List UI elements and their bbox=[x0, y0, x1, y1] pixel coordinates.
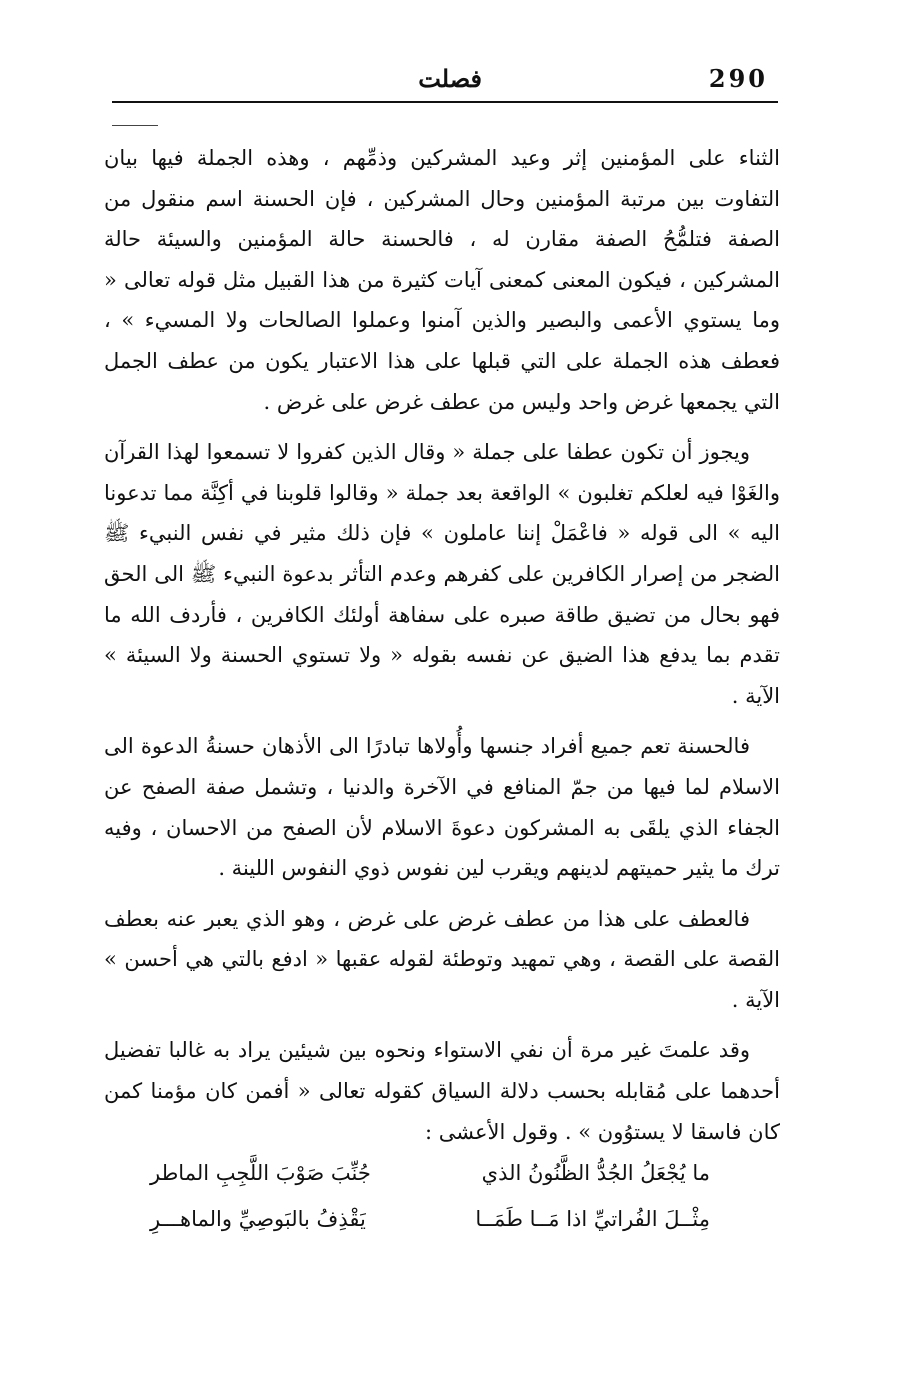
page-number: 290 bbox=[708, 64, 768, 93]
header-rule bbox=[112, 101, 778, 103]
page-header bbox=[112, 58, 778, 102]
short-rule bbox=[112, 125, 158, 126]
paragraph-5: وقد علمتَ غير مرة أن نفي الاستواء ونحوه بين شيئين يراد به غالبا تفضيل أحدهما على مُقابله بحسب دلالة السياق كقوله تعالى « أفمن كان مؤمنا كمن كان فاسقا لا يستوُون » . وقول الأعشى : bbox=[104, 1038, 780, 1144]
verse-line-2 bbox=[150, 1196, 710, 1242]
running-title: فصلت bbox=[418, 64, 482, 93]
paragraph-2: ويجوز أن تكون عطفا على جملة « وقال الذين كفروا لا تسمعوا لهذا القرآن والغَوْا فيه لعلكم تغلبون » الواقعة بعد جملة « وقالوا قلوبنا في أكِنَّة مما تدعونا اليه » الى قوله « فاعْمَلْ إننا عاملون » فإن ذلك مثير في نفس النبيء ﷺ الضجر من إصرار الكافرين على كفرهم وعدم التأثر بدعوة النبيء ﷺ الى الحق فهو بحال من تضيق طاقة صبره على سفاهة أولئك الكافرين ، فأردف الله ما تقدم بما يدفع هذا الضيق عن نفسه بقوله « ولا تستوي الحسنة ولا السيئة » الآية . bbox=[104, 440, 780, 708]
paragraph-4: فالعطف على هذا من عطف غرض على غرض ، وهو الذي يعبر عنه بعطف القصة على القصة ، وهي تمهيد وتوطئة لقوله عقبها « ادفع بالتي هي أحسن » الآية . bbox=[104, 906, 780, 1012]
paragraph-3: فالحسنة تعم جميع أفراد جنسها وأُولاها تبادرًا الى الأذهان حسنةُ الدعوة الى الاسلام لما فيها من جمّ المنافع في الآخرة والدنيا ، وتشمل صفة الصفح عن الجفاء الذي يلقَى به المشركون دعوةَ الاسلام لأن الصفح من الاحسان ، وفيه ترك ما يثير حميتهم لدينهم ويقرب لين نفوس ذوي النفوس اللينة . bbox=[104, 734, 780, 881]
body-text bbox=[104, 138, 780, 1152]
hemistich-second: يَقْذِفُ بالبَوصِيِّ والماهـــرِ bbox=[150, 1207, 366, 1231]
verse-line-1 bbox=[150, 1150, 710, 1196]
hemistich-first: مِثْــلَ الفُراتيِّ اذا مَــا طَمَــا bbox=[475, 1207, 710, 1231]
hemistich-first: ما يُجْعَلُ الجُدُّ الظَّنُونُ الذي bbox=[481, 1161, 710, 1185]
hemistich-second: جُنِّبَ صَوْبَ اللَّجِبِ الماطر bbox=[150, 1161, 371, 1185]
paragraph-1: الثناء على المؤمنين إثر وعيد المشركين وذمِّهم ، وهذه الجملة فيها بيان التفاوت بين مرتبة المؤمنين وحال المشركين ، فإن الحسنة اسم منقول من الصفة فتلمُّحُ الصفة مقارن له ، فالحسنة حالة المؤمنين والسيئة حالة المشركين ، فيكون المعنى كمعنى آيات كثيرة من هذا القبيل مثل قوله تعالى « وما يستوي الأعمى والبصير والذين آمنوا وعملوا الصالحات ولا المسيء » ، فعطف هذه الجملة على التي قبلها على هذا الاعتبار يكون من عطف الجمل التي يجمعها غرض واحد وليس من عطف غرض على غرض . bbox=[104, 146, 780, 414]
poetry-verse bbox=[150, 1150, 710, 1242]
